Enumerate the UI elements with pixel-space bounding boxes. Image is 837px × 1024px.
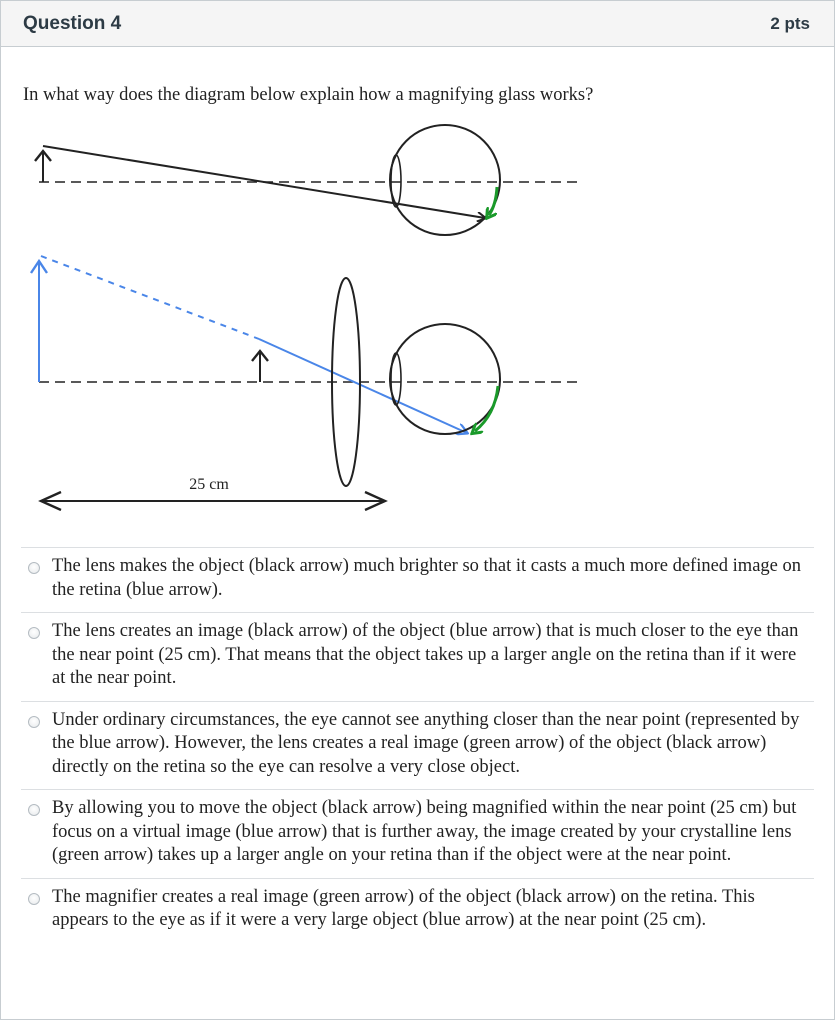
answer-option-5[interactable] — [21, 878, 814, 943]
eye-bottom — [390, 324, 500, 434]
radio-button[interactable] — [28, 804, 40, 816]
retina-image-green-top — [489, 187, 497, 215]
radio-button[interactable] — [28, 627, 40, 639]
refracted-ray-blue — [259, 339, 467, 433]
answer-text: The lens makes the object (black arrow) much brighter so that it casts a much more defined image on the retina (blue arrow). — [52, 556, 801, 600]
question-prompt: In what way does the diagram below explain how a magnifying glass works? — [23, 85, 594, 105]
question-title: Question 4 — [23, 12, 122, 34]
distance-indicator — [41, 476, 385, 510]
object-arrow-black-top — [35, 151, 51, 182]
radio-button[interactable] — [28, 893, 40, 905]
eye-lens-top — [391, 155, 401, 207]
answer-option-1[interactable] — [21, 547, 814, 612]
answer-list — [21, 547, 814, 943]
virtual-ray-dashed — [41, 256, 259, 339]
distance-label: 25 cm — [189, 476, 229, 493]
answer-option-2[interactable] — [21, 612, 814, 701]
object-arrow-black-bottom — [252, 351, 268, 382]
eye-top — [390, 125, 500, 235]
answer-text: The lens creates an image (black arrow) of the object (blue arrow) that is much closer to the eye than the near point (25 cm). That means that the object takes up a larger angle on the retina than if it were at the near point. — [52, 621, 799, 688]
retina-image-green-bottom — [475, 386, 498, 431]
unaided-eye-panel — [35, 125, 579, 235]
radio-button[interactable] — [28, 562, 40, 574]
answer-text: By allowing you to move the object (black arrow) being magnified within the near point (25 cm) but focus on a virtual image (blue arrow) that is further away, the image created by your crystalline lens (green arrow) takes up a larger angle on your retina than if the object were at the near point. — [52, 798, 797, 865]
question-header — [1, 1, 834, 47]
magnifier-diagram — [1, 111, 601, 511]
answer-option-3[interactable] — [21, 701, 814, 790]
question-points: 2 pts — [770, 13, 810, 33]
radio-button[interactable] — [28, 716, 40, 728]
magnifier-panel — [31, 256, 579, 486]
virtual-image-arrow-blue — [31, 261, 47, 382]
answer-text: The magnifier creates a real image (green arrow) of the object (black arrow) on the retina. This appears to the eye as if it were a very large object (blue arrow) at the near point (25 cm). — [52, 886, 755, 930]
eye-lens-bottom — [391, 353, 401, 405]
answer-text: Under ordinary circumstances, the eye cannot see anything closer than the near point (represented by the blue arrow). However, the lens creates a real image (green arrow) of the object (black arrow) directly on the retina so the eye can resolve a very close object. — [52, 709, 800, 777]
answer-option-4[interactable] — [21, 789, 814, 878]
